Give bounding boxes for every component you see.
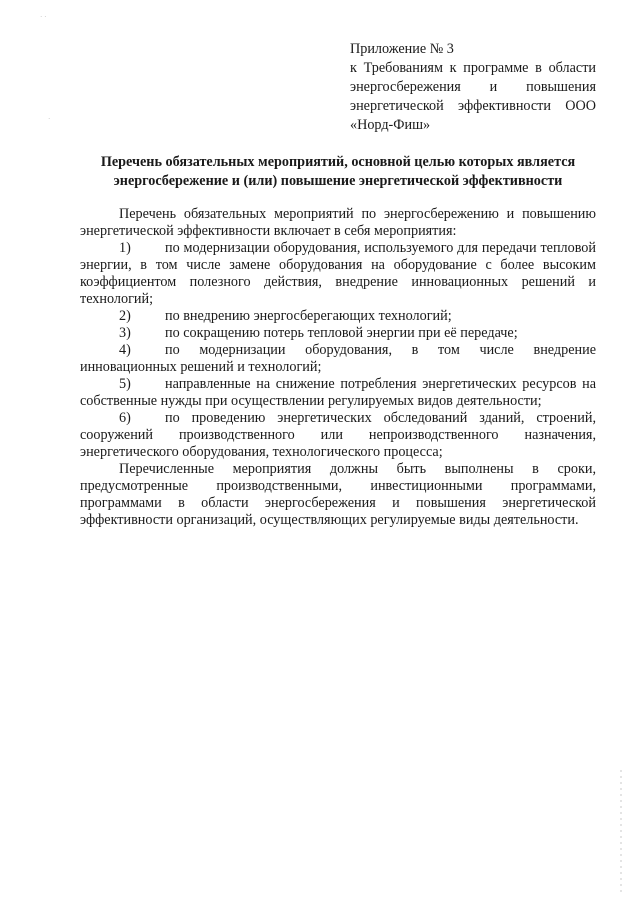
list-item-text: по модернизации оборудования, в том числе внедрение инновационных решений и технологий; [80, 342, 596, 375]
list-item-number: 3) [119, 325, 131, 341]
list-item-text: по внедрению энергосберегающих технологий; [165, 308, 452, 324]
title-line: энергосбережение и (или) повышение энергетической эффективности [113, 173, 563, 189]
list-item-text: по модернизации оборудования, используемого для передачи тепловой энергии, в том числе замене оборудования на оборудование с более высоким коэффициентом полезного действия, внедрение инновационных решений и технологий; [80, 240, 596, 307]
list-item [80, 240, 596, 308]
scan-edge-artifact [620, 770, 622, 895]
list-item-number: 2) [119, 308, 131, 324]
appendix-number: Приложение № 3 [350, 41, 454, 57]
appendix-organization: «Норд-Фиш» [350, 117, 431, 133]
intro-paragraph: Перечень обязательных мероприятий по энергосбережению и повышению энергетической эффективности включает в себя мероприятия: [80, 206, 596, 239]
document-body [80, 206, 596, 529]
title-line: Перечень обязательных мероприятий, основной целью которых является [100, 154, 576, 170]
appendix-header [350, 40, 596, 135]
list-item [80, 342, 596, 376]
appendix-reference-line: энергосбережения и повышения [350, 79, 596, 95]
list-item-text: направленные на снижение потребления энергетических ресурсов на собственные нужды при осуществлении регулируемых видов деятельности; [80, 376, 596, 409]
scan-artifact-mark: · [48, 115, 51, 123]
list-item-number: 5) [119, 376, 131, 392]
list-item [80, 308, 596, 325]
document-title [80, 153, 596, 191]
list-item [80, 410, 596, 461]
scan-artifact-mark: · · [40, 13, 47, 21]
list-item-number: 1) [119, 240, 131, 256]
closing-paragraph: Перечисленные мероприятия должны быть выполнены в сроки, предусмотренные производственными, инвестиционными программами, программами в области энергосбережения и повышения энергетической эффективности организаций, осуществляющих регулируемые виды деятельности. [80, 461, 596, 528]
list-item-text: по проведению энергетических обследований зданий, строений, сооружений производственного или непроизводственного назначения, энергетического оборудования, технологического процесса; [80, 410, 596, 460]
list-item [80, 325, 596, 342]
list-item [80, 376, 596, 410]
list-item-number: 6) [119, 410, 131, 426]
list-item-text: по сокращению потерь тепловой энергии при её передаче; [165, 325, 518, 341]
list-item-number: 4) [119, 342, 131, 358]
appendix-reference-line: к Требованиям к программе в области [350, 60, 596, 76]
appendix-reference-line: энергетической эффективности ООО [350, 98, 596, 114]
